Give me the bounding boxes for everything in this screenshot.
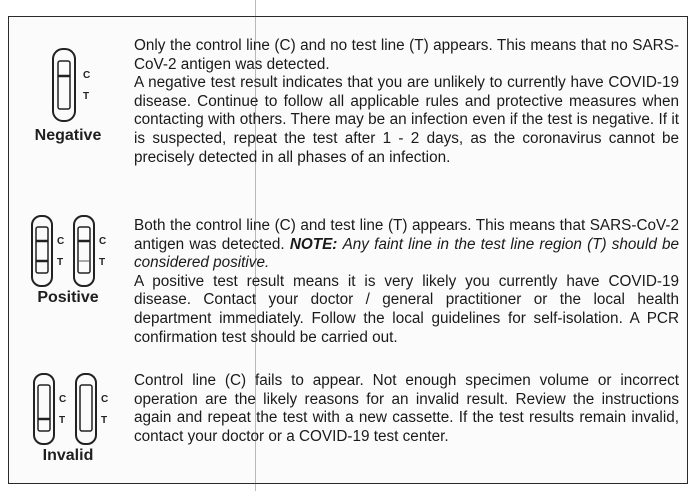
- svg-text:C: C: [101, 394, 109, 405]
- control-marker: C: [83, 70, 91, 81]
- positive-detection-text: Both the control line (C) and test line (T) appears. This means that SARS-CoV-2 antigen was detected.: [134, 217, 679, 253]
- invalid-label: Invalid: [42, 447, 94, 464]
- negative-cassette-icon: [49, 45, 101, 125]
- svg-text:T: T: [101, 415, 108, 426]
- negative-guidance-text: A negative test result indicates that you are unlikely to currently have COVID-19 disease. Continue to follow all applicable rules and protective measures when contacting with others. There may be an infection even if the test is negative. If it is suspected, repeat the test after 1 - 2 days, as the coronavirus cannot be precisely detected in all phases of an infection.: [134, 74, 679, 166]
- negative-description: [134, 37, 679, 167]
- svg-text:C: C: [57, 236, 65, 247]
- svg-text:T: T: [99, 257, 106, 268]
- positive-guidance-text: A positive test result means it is very likely you currently have COVID-19 disease. Contact your doctor / general practitioner or the local health department immediately. Follow the local guidelines for self-isolation. A PCR confirmation test should be carried out.: [134, 272, 679, 346]
- positive-note-label: NOTE:: [289, 235, 338, 253]
- svg-text:C: C: [99, 236, 107, 247]
- positive-cassettes-icon: [29, 213, 119, 289]
- svg-text:T: T: [57, 257, 64, 268]
- invalid-cassettes-icon: [31, 371, 121, 447]
- svg-text:T: T: [59, 415, 66, 426]
- positive-label: Positive: [37, 289, 99, 306]
- results-interpretation-box: [8, 16, 688, 484]
- positive-description: [134, 217, 679, 347]
- positive-note-text: Any faint line in the test line region (T) should be considered positive.: [134, 235, 680, 272]
- test-marker: T: [83, 91, 90, 102]
- negative-label: Negative: [34, 127, 102, 144]
- page-fold-line: [255, 0, 256, 491]
- invalid-description: Control line (C) fails to appear. Not enough specimen volume or incorrect operation are the likely reasons for an invalid result. Review the instructions again and repeat the test with a new cassette. If the test results remain invalid, contact your doctor or a COVID-19 test center.: [134, 372, 679, 445]
- svg-text:C: C: [59, 394, 67, 405]
- negative-detection-text: Only the control line (C) and no test line (T) appears. This means that no SARS-CoV-2 antigen was detected.: [134, 37, 679, 73]
